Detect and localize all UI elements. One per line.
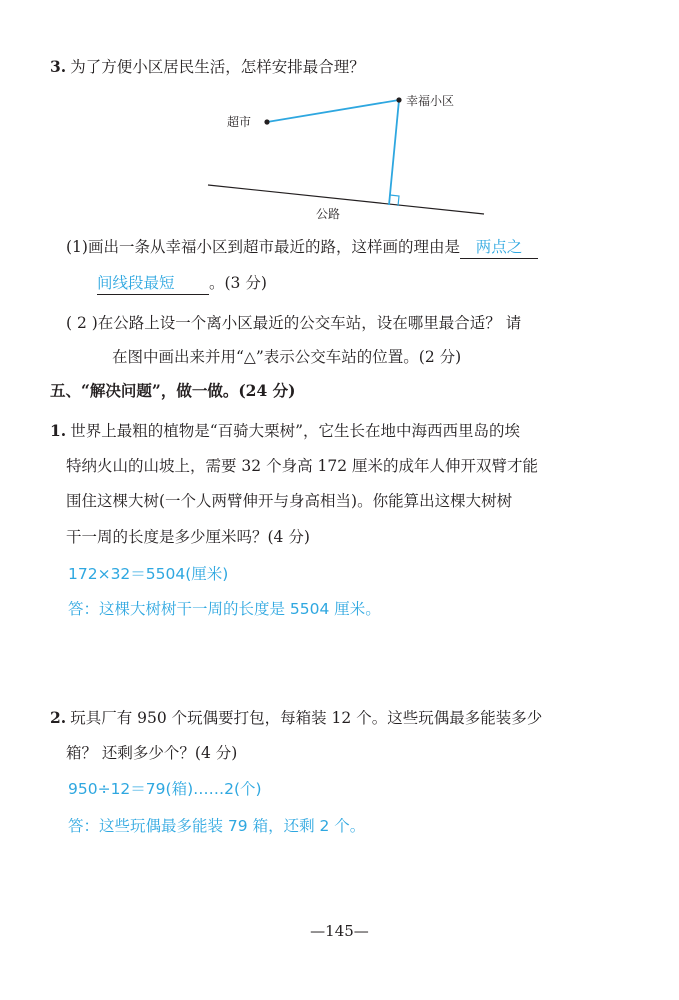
q2-answer: 答：这些玩偶最多能装 79 箱，还剩 2 个。 <box>68 817 366 835</box>
q3-number: 3. <box>50 57 67 76</box>
chaoshi-label: 超市 <box>227 115 252 129</box>
page-number: —145— <box>310 922 369 940</box>
q3-sub2-line2: 在图中画出来并用“△”表示公交车站的位置。(2 分) <box>112 348 462 366</box>
q3-sub1-answer-part2: 间线段最短 <box>97 272 209 295</box>
section5-title: 五、“解决问题”，做一做。(24 分) <box>50 381 296 400</box>
shortest-path-line <box>267 100 399 122</box>
q3-sub2-line1: ( 2 )在公路上设一个离小区最近的公交车站，设在哪里最合适？ 请 <box>66 314 522 332</box>
q2-line1 <box>50 707 542 729</box>
q3-prompt <box>50 56 365 78</box>
q1-answer: 答：这棵大树树干一周的长度是 5504 厘米。 <box>68 600 381 618</box>
q2-text-line1: 玩具厂有 950 个玩偶要打包，每箱装 12 个。这些玩偶最多能装多少 <box>70 709 543 727</box>
q2-line2: 箱？ 还剩多少个？(4 分) <box>66 744 238 762</box>
q1-line1 <box>50 420 520 442</box>
q1-line4: 干一周的长度是多少厘米吗？(4 分) <box>66 528 310 546</box>
xingfu-label: 幸福小区 <box>406 94 455 108</box>
q3-text: 为了方便小区居民生活，怎样安排最合理？ <box>70 58 365 76</box>
q2-calculation: 950÷12＝79(箱)……2(个) <box>68 780 262 798</box>
gonglu-label: 公路 <box>316 207 341 221</box>
q3-sub1-line1 <box>66 236 538 259</box>
perpendicular-line <box>389 100 399 205</box>
road-diagram <box>200 85 500 225</box>
q1-number: 1. <box>50 421 67 440</box>
q1-line2: 特纳火山的山坡上，需要 32 个身高 172 厘米的成年人伸开双臂才能 <box>66 457 539 475</box>
chaoshi-point <box>264 119 269 124</box>
q1-line3: 围住这棵大树(一个人两臂伸开与身高相当)。你能算出这棵大树树 <box>66 492 513 510</box>
xingfu-point <box>396 97 401 102</box>
road-line <box>208 185 484 214</box>
q3-sub1-text: (1)画出一条从幸福小区到超市最近的路，这样画的理由是 <box>66 238 460 256</box>
q3-sub1-tail: 。(3 分) <box>209 274 267 292</box>
q1-text-line1: 世界上最粗的植物是“百骑大栗树”，它生长在地中海西西里岛的埃 <box>70 422 521 440</box>
q3-sub1-line2 <box>97 272 267 295</box>
q2-number: 2. <box>50 708 67 727</box>
q3-sub1-answer-part1: 两点之 <box>460 236 538 259</box>
q1-calculation: 172×32＝5504(厘米) <box>68 565 229 583</box>
